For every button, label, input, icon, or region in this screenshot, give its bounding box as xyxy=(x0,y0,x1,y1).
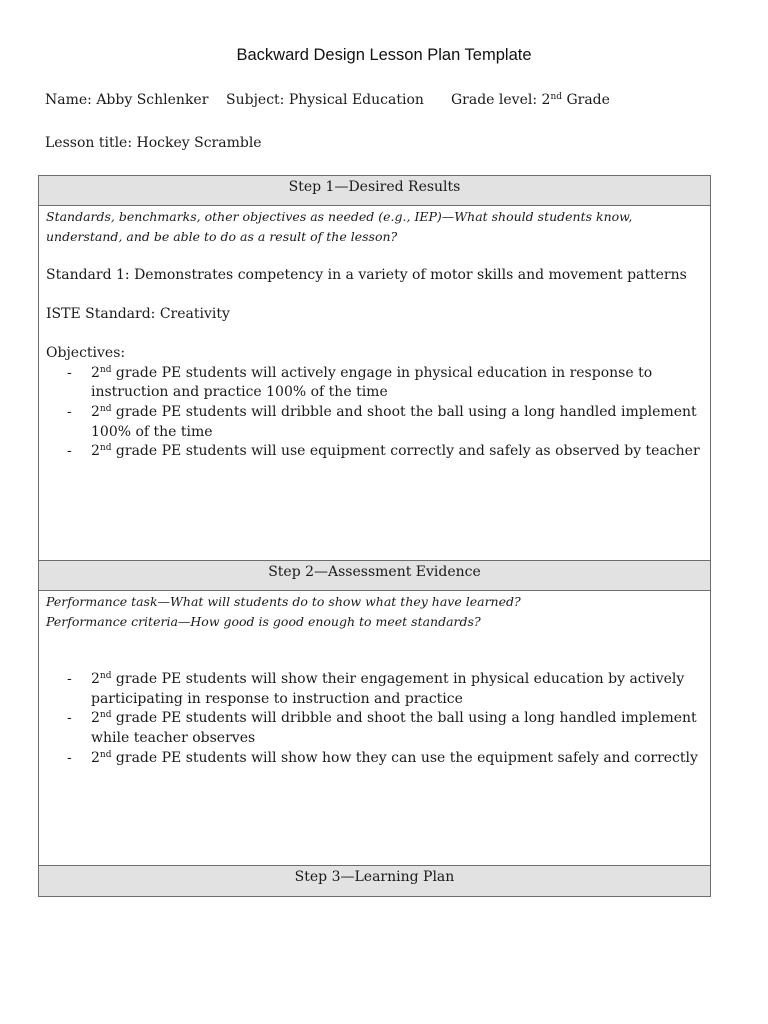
grade-level-prefix: Grade level: 2 xyxy=(451,92,551,108)
ordinal-suffix: nd xyxy=(99,404,112,415)
step2-body xyxy=(39,591,710,866)
dash-bullet: - xyxy=(67,404,72,421)
assessment-list xyxy=(46,670,702,769)
item-text: grade PE students will actively engage in physical education in response to instruction and practice 100% of the time xyxy=(91,364,653,401)
objectives-list xyxy=(46,364,702,463)
student-name: Name: Abby Schlenker xyxy=(45,92,209,108)
grade-level-ordinal: nd xyxy=(550,92,562,102)
ordinal-suffix: nd xyxy=(99,443,112,454)
dash-bullet: - xyxy=(67,710,72,727)
grade-level-suffix: Grade xyxy=(562,92,610,108)
objectives-label: Objectives: xyxy=(46,344,126,361)
ordinal-suffix: nd xyxy=(99,671,112,681)
ordinal-suffix: nd xyxy=(99,710,112,721)
grade-number: 2 xyxy=(91,404,100,421)
item-text: grade PE students will show their engagement in physical education by actively participating in response to instruction and practice xyxy=(91,671,685,707)
grade-number: 2 xyxy=(91,671,100,687)
step3-header: Step 3—Learning Plan xyxy=(39,866,710,896)
grade-number: 2 xyxy=(91,749,100,766)
standard-1: Standard 1: Demonstrates competency in a variety of motor skills and movement patterns xyxy=(46,266,687,283)
ordinal-suffix: nd xyxy=(99,749,112,760)
item-text: grade PE students will show how they can use the equipment safely and correctly xyxy=(111,749,698,766)
list-item xyxy=(46,442,702,462)
list-item xyxy=(46,709,702,748)
grade-number: 2 xyxy=(91,364,100,381)
grade-number: 2 xyxy=(91,443,100,460)
step2-header: Step 2—Assessment Evidence xyxy=(39,561,710,591)
step1-header: Step 1—Desired Results xyxy=(39,176,710,206)
item-text: grade PE students will use equipment correctly and safely as observed by teacher xyxy=(111,443,700,460)
step1-body xyxy=(39,206,710,561)
lesson-plan-table xyxy=(38,175,711,897)
iste-standard: ISTE Standard: Creativity xyxy=(46,305,230,322)
dash-bullet: - xyxy=(67,364,72,381)
dash-bullet: - xyxy=(67,671,72,687)
subject-field: Subject: Physical Education xyxy=(226,92,424,108)
grade-level-field xyxy=(451,90,610,110)
step1-prompt: Standards, benchmarks, other objectives as needed (e.g., IEP)—What should students know, understand, and be able to do as a result of the lesson? xyxy=(46,209,633,244)
list-item xyxy=(46,749,702,769)
list-item xyxy=(46,403,702,442)
performance-criteria-prompt: Performance criteria—How good is good enough to meet standards? xyxy=(46,613,481,629)
dash-bullet: - xyxy=(67,749,72,766)
page-title: Backward Design Lesson Plan Template xyxy=(236,46,532,64)
dash-bullet: - xyxy=(67,443,72,460)
item-text: grade PE students will dribble and shoot the ball using a long handled implement 100% of the time xyxy=(91,404,697,440)
grade-number: 2 xyxy=(91,710,100,727)
list-item xyxy=(46,364,702,403)
list-item xyxy=(46,670,702,709)
item-text: grade PE students will dribble and shoot the ball using a long handled implement while teacher observes xyxy=(91,710,697,747)
lesson-title: Lesson title: Hockey Scramble xyxy=(45,135,262,151)
ordinal-suffix: nd xyxy=(99,364,112,375)
performance-task-prompt: Performance task—What will students do to show what they have learned? xyxy=(46,594,521,609)
